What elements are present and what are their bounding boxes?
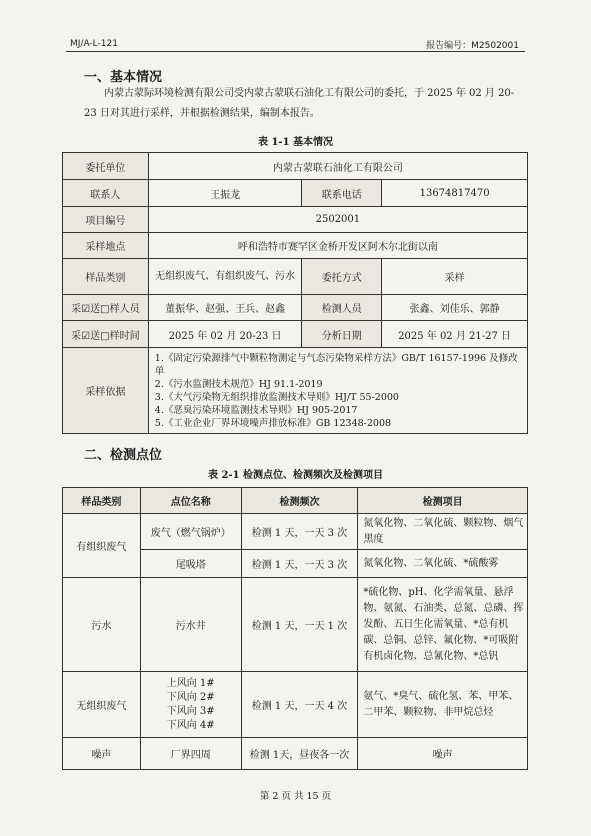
intro-paragraph: 内蒙古蒙际环境检测有限公司受内蒙古蒙联石油化工有限公司的委托，于 2025 年 02 月 20-23 日对其进行采样，并根据检测结果，编制本报告。 <box>84 88 515 119</box>
list-item: 下风向 2# <box>166 691 215 703</box>
project-label: 项目编号 <box>63 207 149 233</box>
items-cell: 氨气、*臭气、硫化氢、苯、甲苯、二甲苯、颗粒物、非甲烷总烃 <box>358 672 528 738</box>
sample-time-label: 采☑送□样时间 <box>63 321 149 348</box>
frequency-cell: 检测 1 天，一天 1 次 <box>241 578 358 672</box>
frequency-cell: 检测 1 天，一天 3 次 <box>241 550 358 578</box>
list-item: 5.《工业企业厂界环境噪声排放标准》GB 12348-2008 <box>154 417 392 429</box>
section-title-basic-info: 一、基本情况 <box>84 70 163 85</box>
table-row <box>63 578 528 672</box>
method-value: 采样 <box>382 259 528 295</box>
table-row <box>63 180 528 207</box>
report-number: 报告编号：M2502001 <box>426 41 519 51</box>
point-cell <box>140 672 241 738</box>
list-item: 下风向 3# <box>166 705 215 717</box>
sample-type-label: 样品类别 <box>63 259 149 295</box>
category-cell: 污水 <box>63 578 141 672</box>
table2-caption: 表 2-1 检测点位、检测频次及检测项目 <box>207 470 384 481</box>
client-value: 内蒙古蒙联石油化工有限公司 <box>148 153 527 180</box>
point-cell: 尾吸塔 <box>140 550 241 578</box>
sample-type-value: 无组织废气、有组织废气、污水 <box>148 259 302 295</box>
frequency-cell: 检测 1 天，一天 4 次 <box>241 672 358 738</box>
table-row <box>63 738 528 770</box>
category-cell: 噪声 <box>63 738 141 770</box>
analyst-label: 检测人员 <box>302 295 382 321</box>
list-item: 4.《恶臭污染环境监测技术导则》HJ 905-2017 <box>154 404 358 416</box>
contact-value: 王振龙 <box>148 180 302 207</box>
table-row <box>63 514 528 550</box>
list-item: 上风向 1# <box>166 677 215 689</box>
phone-label: 联系电话 <box>302 180 382 207</box>
table-row <box>63 233 528 259</box>
frequency-cell: 检测 1 天，一天 3 次 <box>241 514 358 550</box>
list-item: 3.《大气污染物无组织排放监测技术导则》HJ/T 55-2000 <box>154 391 399 403</box>
table1-caption: 表 1-1 基本情况 <box>257 137 334 148</box>
section-title-monitoring-points: 二、检测点位 <box>84 448 163 463</box>
contact-label: 联系人 <box>63 180 149 207</box>
header-point: 点位名称 <box>140 488 241 514</box>
header-items: 检测项目 <box>358 488 528 514</box>
analysis-date-value: 2025 年 02 月 21-27 日 <box>382 321 528 348</box>
list-item: 2.《污水监测技术规范》HJ 91.1-2019 <box>154 378 323 390</box>
frequency-cell: 检测 1天，昼夜各一次 <box>241 738 358 770</box>
project-value: 2502001 <box>148 207 527 233</box>
header-category: 样品类别 <box>63 488 141 514</box>
basis-label: 采样依据 <box>63 348 149 434</box>
analyst-value: 张鑫、刘佳乐、郭静 <box>382 295 528 321</box>
monitoring-points-table <box>62 487 528 770</box>
point-cell: 废气（燃气锅炉） <box>140 514 241 550</box>
point-cell: 污水井 <box>140 578 241 672</box>
point-cell: 厂界四周 <box>140 738 241 770</box>
table-row <box>63 259 528 295</box>
client-label: 委托单位 <box>63 153 149 180</box>
site-label: 采样地点 <box>63 233 149 259</box>
basic-info-table <box>62 152 528 434</box>
table-header-row <box>63 488 528 514</box>
sampler-label: 采☑送□样人员 <box>63 295 149 321</box>
items-cell: *硫化物、pH、化学需氧量、悬浮物、氨氮、石油类、总氮、总磷、挥发酚、五日生化需氧量、*总有机碳、总铜、总锌、氟化物、*可吸附有机卤化物、总氰化物、*总钒 <box>358 578 528 672</box>
sampler-value: 董振华、赵强、王兵、赵鑫 <box>148 295 302 321</box>
page-number: 第 2 页 共 15 页 <box>259 791 332 802</box>
table-row <box>63 207 528 233</box>
table-row <box>63 153 528 180</box>
items-cell: 噪声 <box>358 738 528 770</box>
basis-list <box>148 348 527 434</box>
table-row <box>63 321 528 348</box>
doc-code: MJ/A-L-121 <box>70 39 118 49</box>
table-row <box>63 295 528 321</box>
category-cell: 有组织废气 <box>63 514 141 578</box>
items-cell: 氮氧化物、二氧化硫、*硫酸雾 <box>358 550 528 578</box>
analysis-date-label: 分析日期 <box>302 321 382 348</box>
sample-time-value: 2025 年 02 月 20-23 日 <box>148 321 302 348</box>
list-item: 下风向 4# <box>166 719 215 731</box>
site-value: 呼和浩特市赛罕区金桥开发区阿木尔北街以南 <box>148 233 527 259</box>
table-row <box>63 672 528 738</box>
phone-value: 13674817470 <box>382 180 528 207</box>
list-item: 1.《固定污染源排气中颗粒物测定与气态污染物采样方法》GB/T 16157-1996 及修改单 <box>154 352 518 377</box>
header-divider <box>66 51 525 52</box>
table-row <box>63 348 528 434</box>
header-frequency: 检测频次 <box>241 488 358 514</box>
method-label: 委托方式 <box>302 259 382 295</box>
items-cell: 氮氧化物、二氧化硫、颗粒物、烟气黑度 <box>358 514 528 550</box>
category-cell: 无组织废气 <box>63 672 141 738</box>
